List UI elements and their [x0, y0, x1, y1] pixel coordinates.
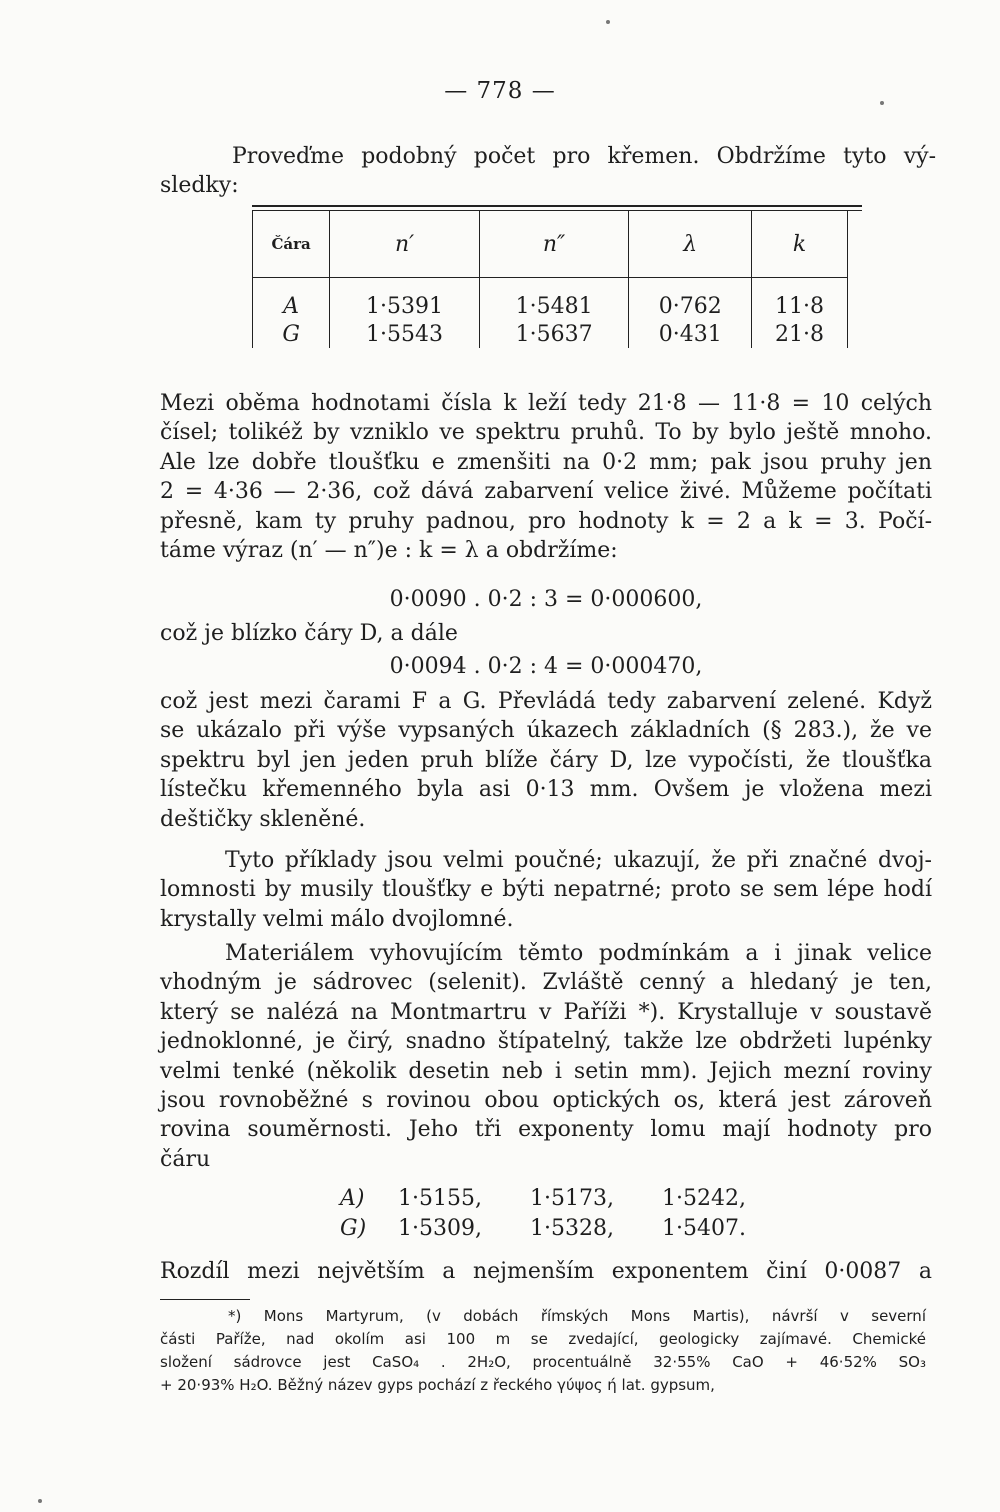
table-cell: 1·5481 [479, 278, 629, 321]
index-value: 1·5242, [662, 1186, 746, 1211]
text-line: lístečku křemenného byla asi 0·13 mm. Ovšem je vložena mezi [160, 777, 932, 803]
table-header-row [253, 211, 848, 278]
text-line: Rozdíl mezi největším a nejmenším exponentem činí 0·0087 a [160, 1259, 932, 1284]
index-label: G) [340, 1216, 367, 1241]
text-line: Materiálem vyhovujícím těmto podmínkám a i jinak velice [225, 941, 932, 966]
text-line: lomnosti by musily tloušťky e býti nepatrné; proto se sem lépe hodí [160, 877, 932, 903]
closing-line [160, 1257, 932, 1286]
text-line: rovina souměrnosti. Jeho tři exponenty lomu mají hodnoty pro [160, 1117, 932, 1143]
paragraph-green [160, 687, 932, 834]
index-row-g [340, 1216, 794, 1241]
text-line: deštičky skleněné. [160, 806, 366, 832]
table-top-rule [252, 205, 862, 207]
index-label: A) [340, 1186, 365, 1211]
table-cell: 21·8 [752, 320, 848, 348]
footnote-line: *) Mons Martyrum, (v dobách římských Mons Martis), návrší v severní [228, 1307, 926, 1325]
text-line: přesně, kam ty pruhy padnou, pro hodnoty k = 2 a k = 3. Počí- [160, 508, 932, 534]
text-line: což jest mezi čarami F a G. Převládá tedy zabarvení zelené. Když [160, 689, 932, 714]
connector-line [160, 619, 932, 648]
index-value: 1·5155, [398, 1186, 482, 1211]
table-header-cell: Čára [253, 211, 330, 278]
index-row-a [340, 1186, 794, 1211]
text-line: spektru byl jen jeden pruh blíže čáry D, lze vypočísti, že tloušťka [160, 747, 932, 773]
page-number: — 778 — [444, 78, 556, 104]
paragraph-gypsum [160, 939, 932, 1174]
text-line: čísel; tolikéž by vzniklo ve spektru pruhů. To by bylo ještě mnoho. [160, 420, 932, 446]
table-header-cell: k [752, 211, 848, 278]
index-value: 1·5309, [398, 1216, 482, 1241]
scan-speck [880, 101, 884, 105]
quartz-data-table [252, 205, 862, 348]
table-header-cell: n′ [330, 211, 480, 278]
table-cell: A [253, 278, 330, 321]
equation-line: 0·0090 . 0·2 : 3 = 0·000600, [389, 587, 703, 612]
table-cell: 0·431 [629, 320, 752, 348]
table-row [253, 320, 848, 348]
paragraph-examples [160, 846, 932, 934]
text-line: který se nalézá na Montmartru v Paříži *). Krystalluje v soustavě [160, 999, 932, 1025]
scan-speck [606, 20, 610, 24]
footnote-line: složení sádrovce jest CaSO₄ . 2H₂O, procentuálně 32·55% CaO + 46·52% SO₃ [160, 1353, 926, 1371]
index-value: 1·5328, [530, 1216, 614, 1241]
table-cell: 11·8 [752, 278, 848, 321]
footnote-line: + 20·93% H₂O. Běžný název gyps pochází z řeckého γύψος ή lat. gypsum, [160, 1376, 715, 1394]
text-line: Ale lze dobře tloušťku e zmenšiti na 0·2 mm; pak jsou pruhy jen [160, 449, 932, 475]
table-cell: 1·5637 [479, 320, 629, 348]
text-line: čáru [160, 1146, 211, 1172]
text-line: Proveďme podobný počet pro křemen. Obdržíme tyto vý- [232, 144, 936, 169]
text-line: jsou rovnoběžné s rovinou obou optických os, která jest zároveň [160, 1088, 932, 1114]
table-cell: G [253, 320, 330, 348]
text-line: vhodným je sádrovec (selenit). Zvláště cenný a hledaný je ten, [160, 970, 932, 996]
table-row [253, 278, 848, 321]
text-line: jednoklonné, je čirý, snadno štípatelný, takže lze obdržeti lupénky [160, 1029, 932, 1055]
paragraph-thickness [160, 389, 932, 565]
table-cell: 1·5543 [330, 320, 480, 348]
intro-paragraph [160, 142, 936, 200]
text-line: což je blízko čáry D, a dále [160, 621, 458, 646]
text-line: táme výraz (n′ — n″)e : k = λ a obdržíme: [160, 538, 618, 564]
footnote [160, 1305, 926, 1397]
footnote-rule [160, 1299, 250, 1300]
scan-speck [38, 1499, 42, 1503]
equation-line: 0·0094 . 0·2 : 4 = 0·000470, [389, 654, 703, 679]
index-value: 1·5407. [662, 1216, 746, 1241]
table-cell: 1·5391 [330, 278, 480, 321]
text-line: velmi tenké (několik desetin neb i setin mm). Jejich mezní roviny [160, 1058, 932, 1084]
footnote-line: části Paříže, nad okolím asi 100 m se zvedající, geologicky zajímavé. Chemické [160, 1330, 926, 1348]
text-line: krystally velmi málo dvojlomné. [160, 906, 514, 932]
table-header-cell: n″ [479, 211, 629, 278]
text-line: Mezi oběma hodnotami čísla k leží tedy 21·8 — 11·8 = 10 celých [160, 391, 932, 416]
index-value: 1·5173, [530, 1186, 614, 1211]
text-line: Tyto příklady jsou velmi poučné; ukazují, že při značné dvoj- [225, 848, 932, 873]
text-line: 2 = 4·36 — 2·36, což dává zabarvení velice živé. Můžeme počítati [160, 479, 932, 505]
text-line: se ukázalo při výše vypsaných úkazech základních (§ 283.), že ve [160, 718, 932, 744]
text-line: sledky: [160, 173, 239, 198]
table-header-cell: λ [629, 211, 752, 278]
table-cell: 0·762 [629, 278, 752, 321]
